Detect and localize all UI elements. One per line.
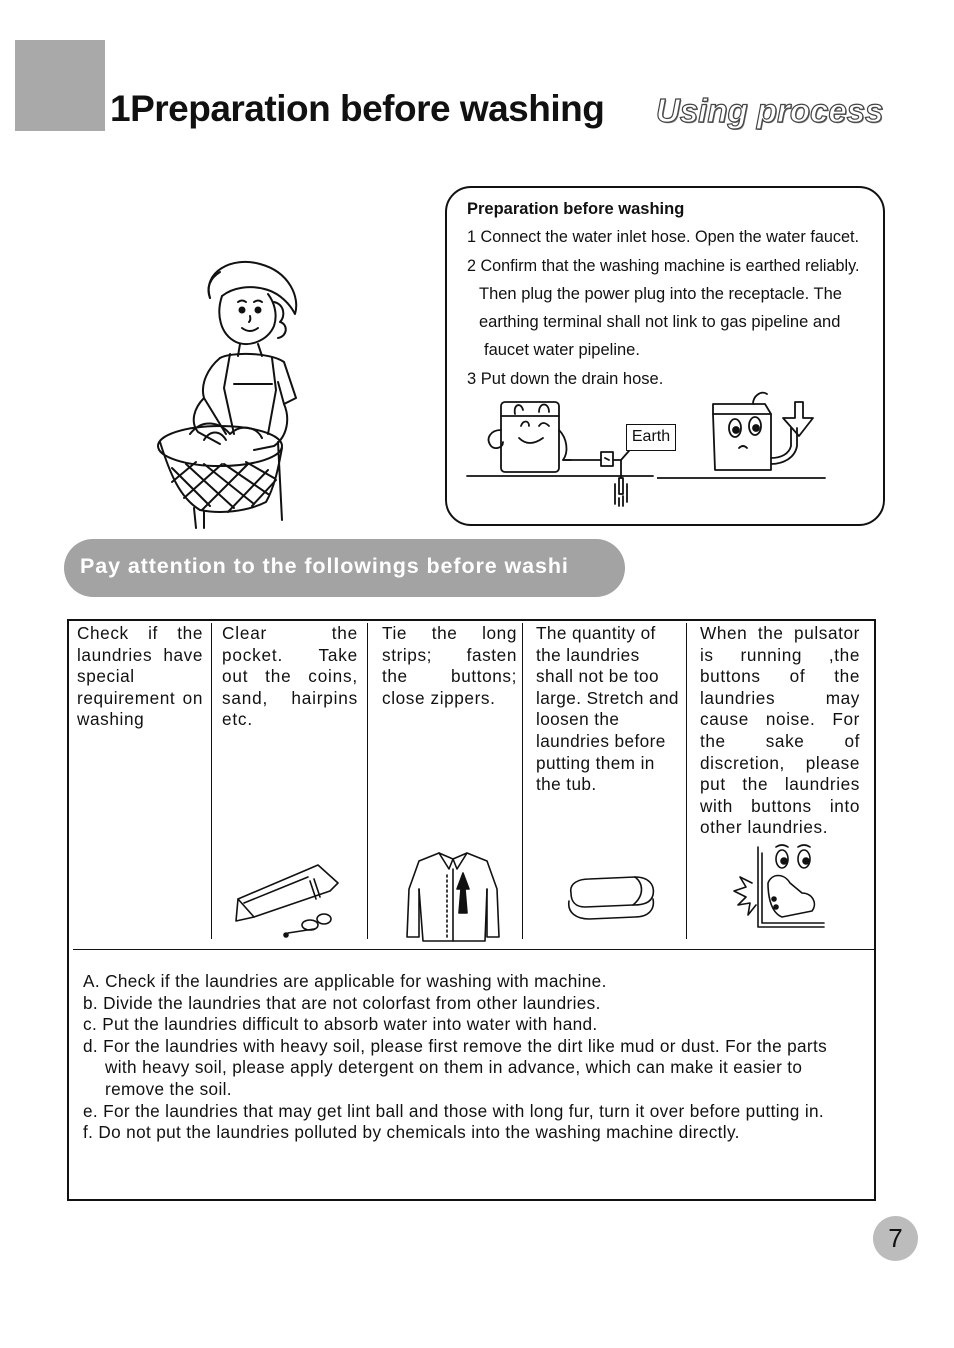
earth-callout-label: Earth [626, 424, 676, 451]
tip-quantity: The quantity of the laundries shall not be too large. Stretch and loosen the laundries before putting them in the tub. [536, 623, 679, 795]
tip-tie-strips: Tie the long strips; fasten the buttons; close zippers. [382, 623, 517, 708]
table-divider [73, 949, 874, 950]
shirt-buttons-illustration [405, 849, 503, 943]
column-divider [686, 623, 687, 939]
prep-step-2: 2 Confirm that the washing machine is earthed reliably. [467, 257, 860, 275]
tips-table [67, 619, 876, 1201]
column-divider [211, 623, 212, 939]
page-number: 7 [873, 1216, 918, 1261]
prep-step-2-line-4: faucet water pipeline. [484, 341, 640, 359]
note-c: c. Put the laundries difficult to absorb water into water with hand. [83, 1014, 598, 1035]
notes-list [83, 971, 863, 1144]
column-divider [367, 623, 368, 939]
prep-heading: Preparation before washing [467, 200, 685, 218]
prep-step-2-line-3: earthing terminal shall not link to gas pipeline and [479, 313, 841, 331]
woman-with-basket-illustration [150, 258, 310, 530]
pocket-coins-illustration [234, 859, 344, 943]
tip-buttons-noise: When the pulsator is running ,the buttons of the laundries may cause noise. For the sake of discretion, please put the laundries with buttons into other laundries. [700, 623, 860, 838]
note-a: A. Check if the laundries are applicable for washing with machine. [83, 971, 607, 991]
folded-laundry-illustration [565, 873, 659, 925]
note-f: f. Do not put the laundries polluted by chemicals into the washing machine directly. [83, 1122, 740, 1143]
prep-step-3: 3 Put down the drain hose. [467, 370, 664, 388]
prep-step-2-line-2: Then plug the power plug into the receptacle. The [479, 285, 842, 303]
column-divider [522, 623, 523, 939]
note-b: b. Divide the laundries that are not colorfast from other laundries. [83, 992, 601, 1013]
note-d: d. For the laundries with heavy soil, please first remove the dirt like mud or dust. For the parts with heavy soil, please apply detergent on them in advance, which can make it easier to remove the soil. [83, 1035, 828, 1099]
noisy-buttons-illustration [732, 843, 828, 943]
section-name: Using process [656, 92, 884, 129]
attention-banner [64, 539, 625, 597]
attention-banner-text: Pay attention to the followings before washi [80, 554, 569, 578]
tip-clear-pocket: Clear the pocket. Take out the coins, sand, hairpins etc. [222, 623, 358, 730]
prep-step-1: 1 Connect the water inlet hose. Open the water faucet. [467, 228, 859, 246]
note-e: e. For the laundries that may get lint ball and those with long fur, turn it over before putting in. [83, 1100, 825, 1121]
tip-check-requirements: Check if the laundries have special requirement on washing [77, 623, 203, 730]
drain-hose-washer-illustration [657, 388, 833, 482]
header-gray-square [15, 40, 105, 131]
page-title: 1Preparation before washing [110, 88, 605, 129]
preparation-box [445, 186, 885, 526]
